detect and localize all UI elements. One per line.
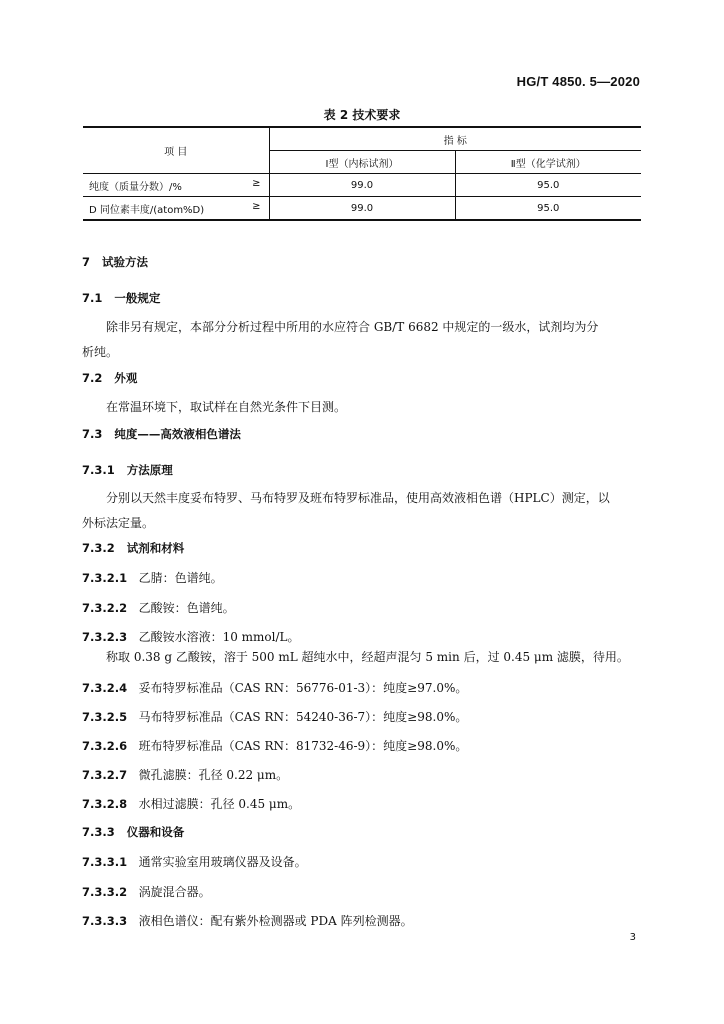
- clause-text: 乙酸铵水溶液：10 mmol/L。: [138, 630, 300, 644]
- section-number: 7.3: [82, 427, 103, 441]
- section-7-3-2-heading: [82, 540, 184, 556]
- clause-number: 7.3.2.4: [82, 681, 128, 695]
- section-title: 方法原理: [126, 463, 173, 477]
- clause-text: 微孔滤膜：孔径 0.22 μm。: [138, 768, 289, 782]
- clause-text: 乙酸铵：色谱纯。: [138, 601, 235, 615]
- clause-text: 马布特罗标准品（CAS RN：54240-36-7）：纯度≥98.0%。: [138, 710, 468, 724]
- header-index: 指 标: [269, 127, 641, 151]
- clause-number: 7.3.2.5: [82, 710, 128, 724]
- clause-number: 7.3.2.6: [82, 739, 128, 753]
- clause-7-3-3-3: [82, 912, 413, 929]
- row-value-type1: 99.0: [269, 174, 455, 197]
- header-type1: Ⅰ型（内标试剂）: [269, 151, 455, 174]
- clause-7-3-2-8: [82, 795, 300, 812]
- clause-number: 7.3.3.1: [82, 855, 128, 869]
- clause-number: 7.3.2.7: [82, 768, 128, 782]
- clause-text: 乙腈：色谱纯。: [138, 571, 223, 585]
- section-title: 试剂和材料: [126, 541, 185, 555]
- section-7-1-heading: [82, 290, 160, 306]
- row-value-type1: 99.0: [269, 197, 455, 221]
- row-operator: ≥: [252, 178, 261, 189]
- row-operator: ≥: [252, 201, 261, 212]
- standard-code: HG/T 4850. 5—2020: [516, 74, 640, 89]
- section-number: 7.3.2: [82, 541, 115, 555]
- section-title: 纯度——高效液相色谱法: [114, 427, 241, 441]
- section-7-3-heading: [82, 426, 241, 442]
- clause-text: 涡旋混合器。: [138, 885, 211, 899]
- clause-7-3-3-2: [82, 883, 211, 900]
- header-type2: Ⅱ型（化学试剂）: [455, 151, 641, 174]
- row-item-cell: [83, 174, 269, 197]
- clause-7-3-2-1: [82, 569, 223, 586]
- section-title: 试验方法: [102, 255, 149, 269]
- principle-line1: 分别以天然丰度妥布特罗、马布特罗及班布特罗标准品，使用高效液相色谱（HPLC）测定，以: [106, 491, 610, 505]
- general-rules-line2: 析纯。: [82, 345, 119, 359]
- clause-number: 7.3.3.3: [82, 914, 128, 928]
- clause-7-3-2-6: [82, 737, 467, 754]
- clause-7-3-3-1: [82, 853, 307, 870]
- row-item: 纯度（质量分数）/%: [89, 181, 182, 193]
- table-row: [83, 197, 641, 221]
- clause-text: 班布特罗标准品（CAS RN：81732-46-9）：纯度≥98.0%。: [138, 739, 468, 753]
- clause-7-3-2-2: [82, 599, 235, 616]
- clause-number: 7.3.3.2: [82, 885, 128, 899]
- clause-number: 7.3.2.3: [82, 630, 128, 644]
- row-value-type2: 95.0: [455, 174, 641, 197]
- section-7-3-1-heading: [82, 462, 173, 478]
- row-item-cell: [83, 197, 269, 221]
- section-7-heading: [82, 254, 148, 270]
- section-title: 仪器和设备: [126, 825, 185, 839]
- section-number: 7.3.3: [82, 825, 115, 839]
- section-number: 7: [82, 255, 91, 269]
- table-header-row: [83, 127, 641, 151]
- clause-number: 7.3.2.2: [82, 601, 128, 615]
- section-number: 7.2: [82, 371, 103, 385]
- section-7-3-3-heading: [82, 824, 184, 840]
- appearance-paragraph: 在常温环境下，取试样在自然光条件下目测。: [106, 400, 347, 414]
- clause-7-3-2-3: [82, 628, 300, 645]
- header-item: 项 目: [83, 127, 269, 174]
- clause-7-3-2-7: [82, 766, 288, 783]
- section-7-2-heading: [82, 370, 137, 386]
- clause-number: 7.3.2.8: [82, 797, 128, 811]
- row-value-type2: 95.0: [455, 197, 641, 221]
- row-item: D 同位素丰度/(atom%D): [89, 204, 205, 216]
- table-row: [83, 174, 641, 197]
- page-number: 3: [629, 932, 636, 943]
- clause-number: 7.3.2.1: [82, 571, 128, 585]
- clause-text: 妥布特罗标准品（CAS RN：56776-01-3）：纯度≥97.0%。: [138, 681, 468, 695]
- section-number: 7.1: [82, 291, 103, 305]
- clause-7-3-2-3-detail: 称取 0.38 g 乙酸铵，溶于 500 mL 超纯水中，经超声混匀 5 min 后，过 0.45 μm 滤膜，待用。: [106, 650, 629, 664]
- requirements-table: [83, 126, 641, 221]
- clause-text: 通常实验室用玻璃仪器及设备。: [138, 855, 307, 869]
- clause-7-3-2-4: [82, 679, 467, 696]
- section-number: 7.3.1: [82, 463, 115, 477]
- section-title: 外观: [114, 371, 138, 385]
- clause-text: 水相过滤膜：孔径 0.45 μm。: [138, 797, 301, 811]
- clause-7-3-2-5: [82, 708, 467, 725]
- principle-line2: 外标法定量。: [82, 516, 155, 530]
- section-title: 一般规定: [114, 291, 161, 305]
- general-rules-line1: 除非另有规定，本部分分析过程中所用的水应符合 GB/T 6682 中规定的一级水，试剂均为分: [106, 320, 599, 334]
- clause-text: 液相色谱仪：配有紫外检测器或 PDA 阵列检测器。: [138, 914, 413, 928]
- table-caption: 表 2 技术要求: [323, 108, 401, 122]
